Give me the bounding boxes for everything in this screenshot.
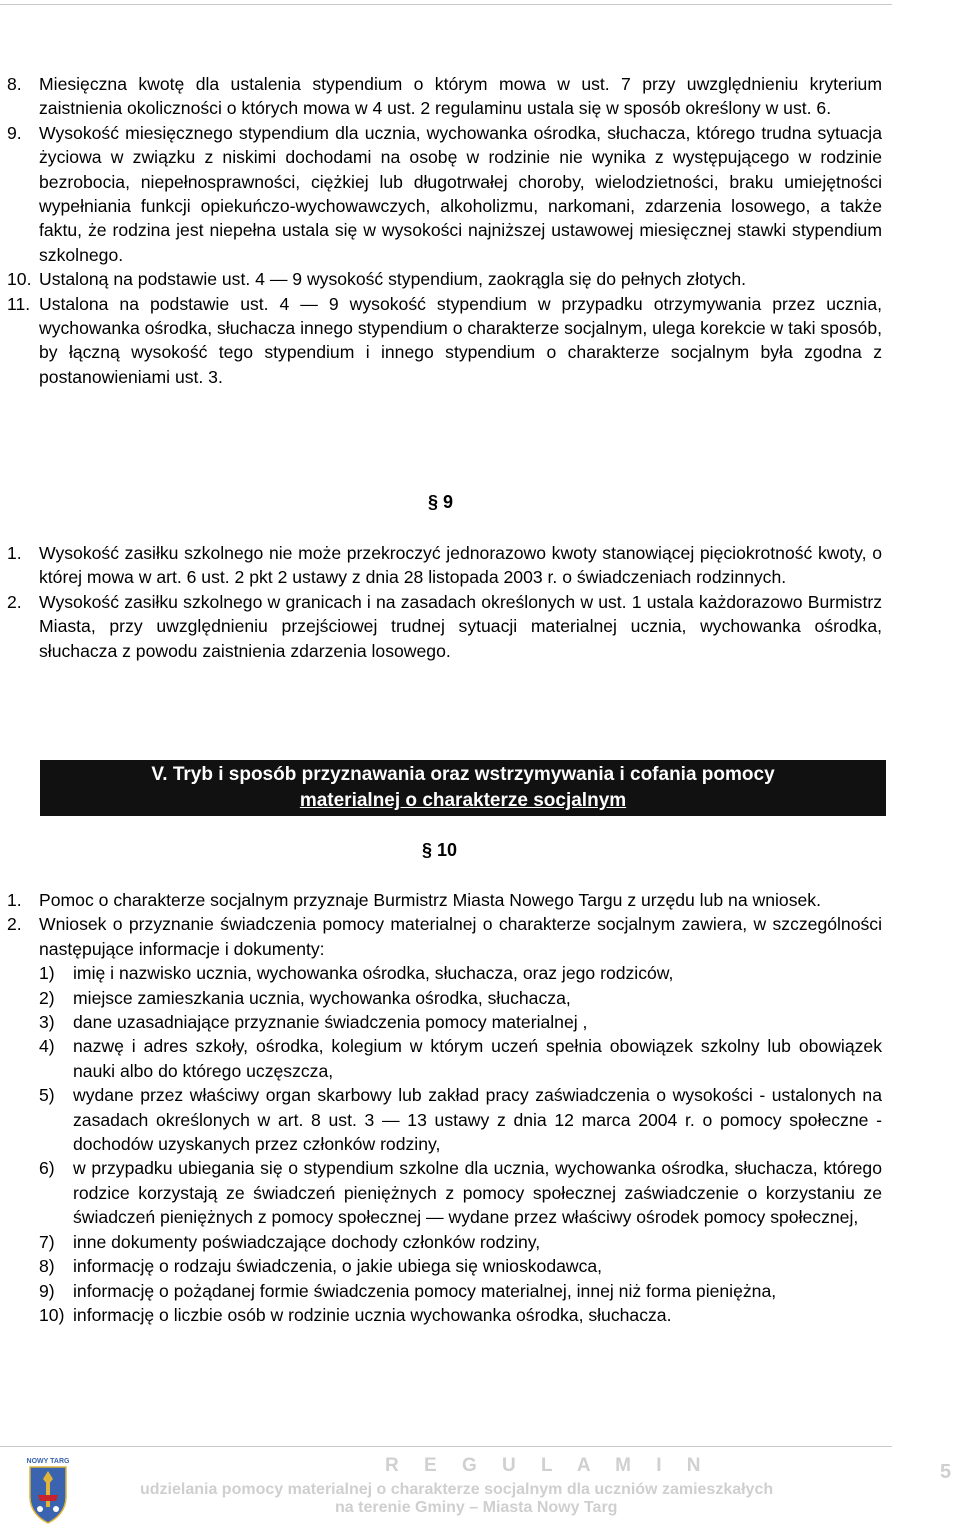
footer-line-1: udzielania pomocy materialnej o charakterze socjalnym dla uczniów zamieszkałych <box>140 1481 774 1498</box>
chapter-heading-line1: V. Tryb i sposób przyznawania oraz wstrzymywania i cofania pomocy <box>151 764 775 785</box>
item-text: Ustaloną na podstawie ust. 4 — 9 wysokość stypendium, zaokrągla się do pełnych złotych. <box>39 269 747 290</box>
list-section-a <box>0 72 960 389</box>
item-number: 2. <box>7 914 22 935</box>
sub-item-text: inne dokumenty poświadczające dochody członków rodziny, <box>73 1231 541 1252</box>
paragraph-10-heading: § 10 <box>422 840 458 860</box>
item-text: Ustalona na podstawie ust. 4 — 9 wysokość stypendium w przypadku otrzymywania przez ucznia, wychowanka ośrodka, słuchacza innego stypendium o charakterze socjalnym, ulega korekcie w taki sposób, by łączną wysokość tego stypendium i innego stypendium o charakterze socjalnym była zgodna z postanowieniami ust. 3. <box>39 293 882 387</box>
item-text: Pomoc o charakterze socjalnym przyznaje Burmistrz Miasta Nowego Targu z urzędu lub na wniosek. <box>39 890 821 910</box>
sub-item-number: 5) <box>39 1085 55 1106</box>
sub-item-number: 4) <box>39 1036 55 1057</box>
sub-list-item <box>0 961 960 985</box>
sub-item-number: 1) <box>39 963 55 984</box>
sub-item-text: wydane przez właściwy organ skarbowy lub zakład pracy zaświadczenia o wysokości - ustalonych na zasadach określonych w art. 8 ust. 3 — 13 ustawy z dnia 12 marca 2004 r. o pomocy społeczne - dochodów uzyskanych przez członków rodziny, <box>73 1085 882 1155</box>
item-text: Wysokość zasiłku szkolnego nie może przekroczyć jednorazowo kwoty stanowiącej pięciokrotność kwoty, o której mowa w art. 6 ust. 2 pkt 2 ustawy z dnia 28 listopada 2003 r. o świadczeniach rodzinnych. <box>39 543 882 588</box>
list-item <box>0 121 960 267</box>
sub-item-text: informację o liczbie osób w rodzinie ucznia wychowanka ośrodka, słuchacza. <box>73 1304 672 1325</box>
sub-list-item <box>0 1010 960 1034</box>
sub-list-item <box>0 1254 960 1278</box>
footer-line-2: na terenie Gminy – Miasta Nowy Targ <box>335 1499 618 1516</box>
footer-title: R E G U L A M I N <box>385 1455 711 1476</box>
list-item <box>0 541 960 590</box>
sub-item-number: 2) <box>39 987 55 1008</box>
list-section-b <box>0 541 960 663</box>
list-item <box>0 912 960 961</box>
sub-item-text: dane uzasadniające przyznanie świadczenia pomocy materialnej , <box>73 1012 588 1033</box>
top-rule <box>0 4 892 5</box>
list-item <box>0 267 960 291</box>
item-number: 8. <box>7 74 22 94</box>
list-section-c <box>0 888 960 1327</box>
sub-list-item <box>0 986 960 1010</box>
paragraph-9-heading: § 9 <box>428 492 454 512</box>
sub-item-number: 6) <box>39 1158 55 1179</box>
sub-list-item <box>0 1230 960 1254</box>
sub-item-number: 7) <box>39 1231 55 1252</box>
sub-list-item <box>0 1083 960 1156</box>
item-number: 2. <box>7 591 22 612</box>
sub-list-item <box>0 1279 960 1303</box>
item-number: 1. <box>7 543 22 563</box>
item-text: Wysokość zasiłku szkolnego w granicach i na zasadach określonych w ust. 1 ustala każdorazowo Burmistrz Miasta, przy uwzględnieniu przejściowej trudnej sytuacji materialnej ucznia, wychowanka ośrodka, słuchacza z powodu zaistnienia zdarzenia losowego. <box>39 591 882 661</box>
svg-text:NOWY TARG: NOWY TARG <box>26 1458 70 1465</box>
item-number: 10. <box>7 269 32 290</box>
item-number: 1. <box>7 890 22 910</box>
list-item <box>0 292 960 390</box>
sub-item-number: 3) <box>39 1012 55 1033</box>
item-text: Miesięczna kwotę dla ustalenia stypendium o którym mowa w ust. 7 przy uwzględnieniu kryterium zaistnienia okoliczności o których mowa w 4 ust. 2 regulaminu ustala się w sposób określony w ust. 6. <box>39 74 882 119</box>
sub-list-item <box>0 1034 960 1083</box>
sub-item-number: 8) <box>39 1256 55 1277</box>
list-item <box>0 72 960 121</box>
sub-item-text: imię i nazwisko ucznia, wychowanka ośrodka, słuchacza, oraz jego rodziców, <box>73 963 674 984</box>
sub-list-item <box>0 1156 960 1229</box>
sub-item-text: informację o rodzaju świadczenia, o jakie ubiega się wnioskodawca, <box>73 1256 603 1277</box>
chapter-heading-line2: materialnej o charakterze socjalnym <box>299 790 627 811</box>
item-text: Wysokość miesięcznego stypendium dla ucznia, wychowanka ośrodka, słuchacza, którego trudna sytuacja życiowa w związku z niskimi dochodami na osobę w rodzinie nie wynika z występującego w rodzinie bezrobocia, niepełnosprawności, ciężkiej lub długotrwałej choroby, wielodzietności, braku umiejętności wypełniania funkcji opiekuńczo-wychowawczych, alkoholizmu, narkomani, zdarzenia losowego, a także faktu, że rodzina jest niepełna ustala się w wysokości najniższej ustawowej miesięcznej stawki stypendium szkolnego. <box>39 122 882 265</box>
sub-item-text: informację o pożądanej formie świadczenia pomocy materialnej, innej niż forma pieniężna, <box>73 1280 777 1301</box>
item-text: Wniosek o przyznanie świadczenia pomocy materialnej o charakterze socjalnym zawiera, w szczególności następujące informacje i dokumenty: <box>39 914 882 959</box>
item-number: 9. <box>7 122 22 143</box>
list-item <box>0 888 960 912</box>
sub-item-number: 9) <box>39 1280 55 1301</box>
sub-list-item <box>0 1303 960 1327</box>
sub-item-text: nazwę i adres szkoły, ośrodka, kolegium w którym uczeń spełnia obowiązek szkolny lub obowiązek nauki albo do którego uczęszcza, <box>73 1036 882 1081</box>
section-sign-icon: § <box>428 492 444 512</box>
chapter-heading <box>40 760 886 816</box>
section-sign-icon: § <box>422 840 438 860</box>
sub-item-text: w przypadku ubiegania się o stypendium szkolne dla ucznia, wychowanka ośrodka, słuchacza, którego rodzice korzystają ze świadczeń pieniężnych z pomocy społecznej zaświadczenie o korzystaniu ze świadczeń pieniężnych z pomocy społecznej — wydane przez właściwy ośrodek pomocy społecznej, <box>73 1158 882 1228</box>
sub-item-text: miejsce zamieszkania ucznia, wychowanka ośrodka, słuchacza, <box>73 987 571 1008</box>
footer-rule <box>0 1446 892 1447</box>
item-number: 11. <box>7 293 31 314</box>
page-number: 5 <box>940 1461 952 1483</box>
list-item <box>0 590 960 663</box>
sub-item-number: 10) <box>39 1304 65 1325</box>
